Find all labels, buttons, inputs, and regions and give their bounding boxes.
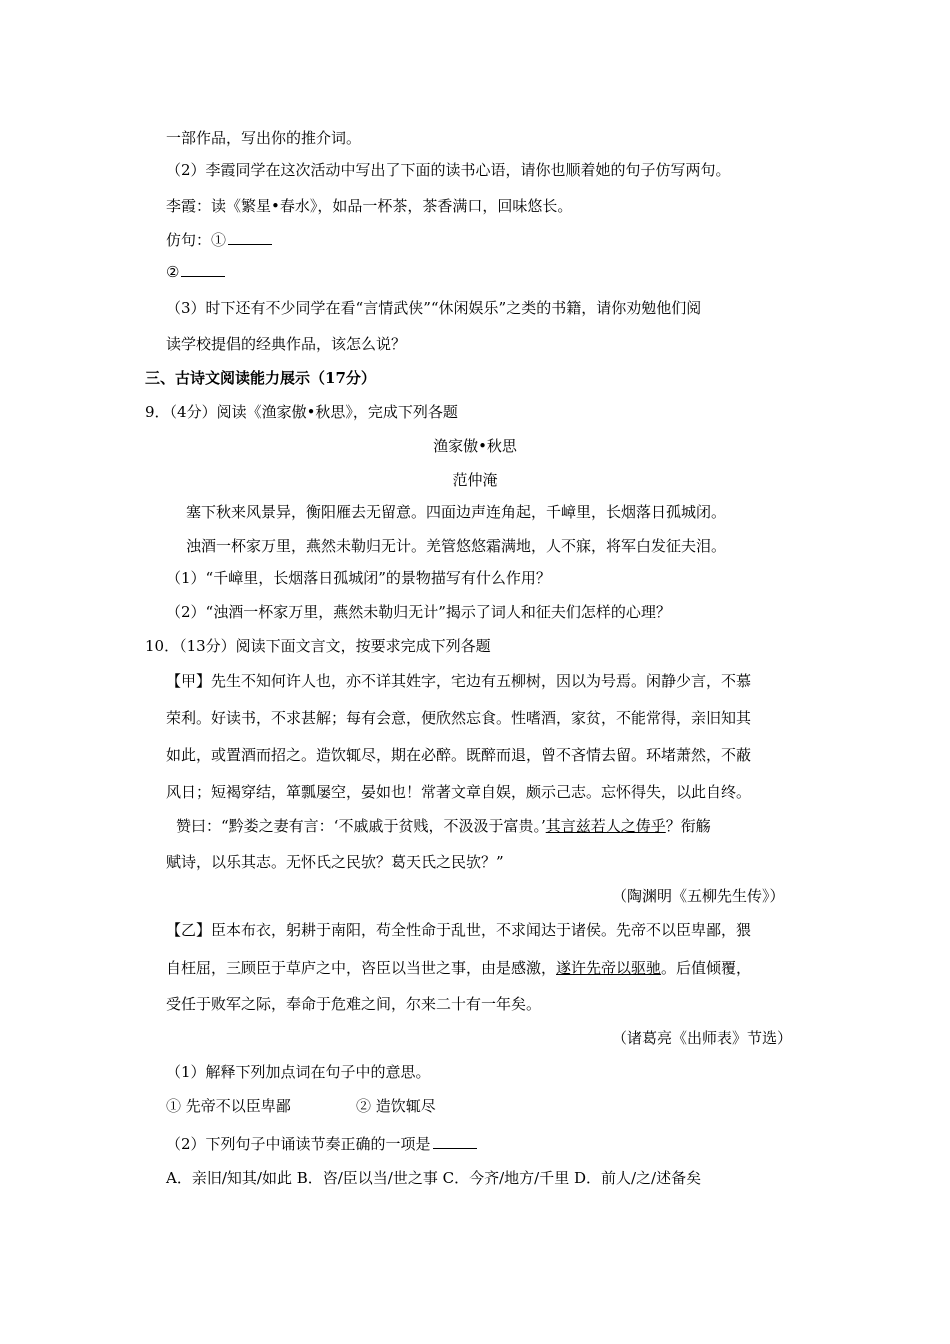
passage-text: 赞曰：“黔娄之妻有言：‘不戚戚于贫贱，不汲汲于富贵。’: [176, 817, 546, 835]
question-9-head: 9．（4分）阅读《渔家傲•秋思》，完成下列各题: [145, 403, 458, 421]
imitation-label-2: ②: [166, 263, 180, 281]
imitation-label-1: 仿句：①: [166, 231, 227, 249]
question-10-sub2: [166, 1134, 477, 1154]
poem-line-2: 浊酒一杯家万里，燕然未勒归无计。羌管悠悠霜满地，人不寐，将军白发征夫泪。: [186, 537, 727, 555]
underlined-sentence: 其言兹若人之俦乎: [545, 817, 666, 835]
poem-line-1: 塞下秋来风景异，衡阳雁去无留意。四面边声连角起，千嶂里，长烟落日孤城闭。: [186, 503, 727, 521]
passage-jia-line-3: 如此，或置酒而招之。造饮辄尽，期在必醉。既醉而退，曾不吝情去留。环堵萧然，不蔽: [166, 746, 752, 764]
example-sentence: 李霞：读《繁星•春水》，如品一杯茶，茶香满口，回味悠长。: [166, 197, 573, 215]
passage-source: （陶渊明《五柳先生传》）: [612, 887, 785, 905]
imitation-line-1: [166, 230, 272, 250]
word-item-1: ① 先帝不以臣卑鄙: [166, 1097, 291, 1115]
question-9-sub2: （2）“浊酒一杯家万里，燕然未勒归无计”揭示了词人和征夫们怎样的心理？: [166, 603, 671, 621]
text-line: 一部作品，写出你的推介词。: [166, 129, 362, 147]
answer-blank-3[interactable]: [433, 1134, 477, 1149]
question-8-sub3: （3）时下还有不少同学在看“言情武侠”“休闲娱乐”之类的书籍，请你劝勉他们阅: [166, 299, 702, 317]
word-item-2: ② 造饮辄尽: [356, 1097, 436, 1115]
underlined-sentence: 遂许先帝以驱驰: [556, 959, 662, 977]
imitation-line-2: [166, 262, 225, 282]
answer-blank-2[interactable]: [181, 262, 225, 277]
answer-blank-1[interactable]: [228, 230, 272, 245]
passage-text: 自枉屈，三顾臣于草庐之中，咨臣以当世之事，由是感激，: [166, 959, 557, 977]
question-10-sub1: （1）解释下列加点词在句子中的意思。: [166, 1063, 431, 1081]
poem-title: 渔家傲•秋思: [433, 437, 517, 455]
passage-jia-line-5: [176, 816, 711, 836]
passage-jia-line-1: 【甲】先生不知何许人也，亦不详其姓字，宅边有五柳树，因以为号焉。闲静少言，不慕: [166, 672, 752, 690]
question-9-sub1: （1）“千嶂里，长烟落日孤城闭”的景物描写有什么作用？: [166, 569, 551, 587]
question-text: （2）下列句子中诵读节奏正确的一项是: [166, 1135, 431, 1153]
answer-options: A．亲旧/知其/如此 B．咨/臣以当/世之事 C．今齐/地方/千里 D．前人/之/述备矣: [166, 1169, 702, 1187]
passage-jia-line-2: 荣利。好读书，不求甚解；每有会意，便欣然忘食。性嗜酒，家贫，不能常得，亲旧知其: [166, 709, 752, 727]
passage-yi-line-3: 受任于败军之际，奉命于危难之间，尔来二十有一年矣。: [166, 995, 542, 1013]
question-8-sub3-cont: 读学校提倡的经典作品，该怎么说？: [166, 335, 407, 353]
passage-source: （诸葛亮《出师表》节选）: [612, 1029, 793, 1047]
passage-jia-line-4: 风日；短褐穿结，箪瓢屡空，晏如也！常著文章自娱，颇示己志。忘怀得失，以此自终。: [166, 783, 752, 801]
section-heading: 三、古诗文阅读能力展示（17分）: [145, 369, 376, 387]
passage-text: 。后值倾覆，: [661, 959, 752, 977]
question-10-head: 10．（13分）阅读下面文言文，按要求完成下列各题: [145, 637, 491, 655]
passage-yi-line-1: 【乙】臣本布衣，躬耕于南阳，苟全性命于乱世，不求闻达于诸侯。先帝不以臣卑鄙，猥: [166, 921, 752, 939]
passage-text: ？衔觞: [665, 817, 711, 835]
passage-jia-line-6: 赋诗，以乐其志。无怀氏之民欤？葛天氏之民欤？”: [166, 853, 504, 871]
poem-author: 范仲淹: [452, 471, 498, 489]
passage-yi-line-2: [166, 958, 751, 978]
question-8-sub2: （2）李霞同学在这次活动中写出了下面的读书心语，请你也顺着她的句子仿写两句。: [166, 161, 731, 179]
